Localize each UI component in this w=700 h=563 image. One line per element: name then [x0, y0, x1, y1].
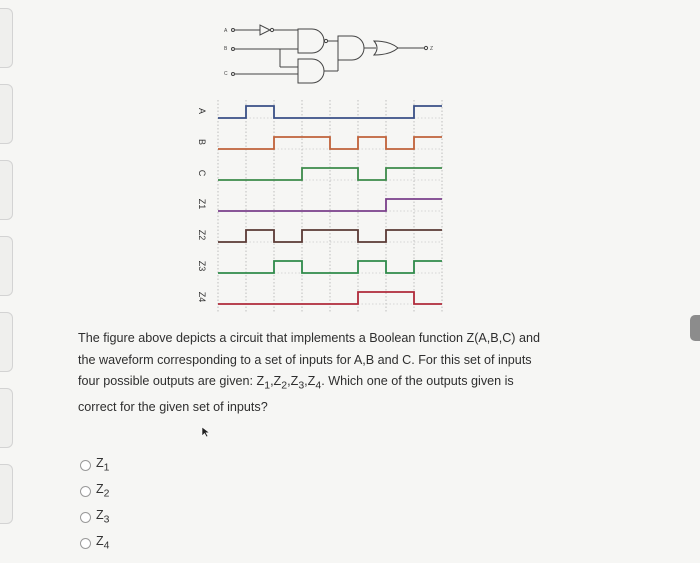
option-z1[interactable]	[80, 452, 109, 478]
z1-subscript: 1	[264, 379, 271, 392]
option-z2[interactable]	[80, 478, 109, 504]
circuit-input-b: B	[224, 46, 228, 52]
signal-label-z1: Z1	[197, 198, 207, 210]
z4-subscript: 4	[315, 379, 322, 392]
option-z3[interactable]	[80, 504, 109, 530]
circuit-input-a: A	[224, 28, 228, 34]
radio-button[interactable]	[80, 512, 91, 523]
z2-subscript: 2	[281, 379, 288, 392]
edge-tab	[0, 160, 13, 220]
radio-button[interactable]	[80, 460, 91, 471]
edge-tab	[0, 84, 13, 144]
option-label: $Z_2$	[96, 482, 110, 500]
sep-1: ,Z	[270, 374, 282, 388]
circuit-figure	[180, 12, 490, 312]
waveform-diagram	[197, 100, 442, 312]
radio-button[interactable]	[80, 486, 91, 497]
question-line-1: The figure above depicts a circuit that implements a Boolean function Z(A,B,C) and	[78, 331, 541, 345]
circuit-input-c: C	[224, 71, 228, 77]
option-label: $Z_1$	[96, 456, 110, 474]
logic-circuit	[224, 25, 433, 83]
edge-tab	[0, 8, 13, 68]
answer-options	[80, 452, 109, 556]
edge-tab	[0, 388, 13, 448]
radio-button[interactable]	[80, 538, 91, 549]
scrollbar-thumb[interactable]	[690, 315, 700, 341]
question-text	[78, 328, 568, 419]
option-label: $Z_3$	[96, 508, 110, 526]
edge-tab	[0, 464, 13, 524]
question-line-4: correct for the given set of inputs?	[78, 400, 268, 415]
mouse-cursor-icon	[200, 426, 212, 438]
signal-label-z2: Z2	[197, 229, 207, 241]
figure-svg	[180, 12, 490, 312]
waveform-b	[218, 137, 442, 149]
edge-tab	[0, 312, 13, 372]
edge-tab	[0, 236, 13, 296]
option-label: $Z_4$	[96, 534, 110, 552]
signal-label-z4: Z4	[197, 291, 207, 303]
signal-label-z3: Z3	[197, 260, 207, 272]
question-line-3	[78, 371, 568, 397]
signal-label-c: C	[197, 169, 207, 177]
waveform-z3	[218, 261, 442, 273]
left-edge-tabs	[0, 0, 20, 563]
question-line-3-start: four possible outputs are given: Z	[78, 374, 265, 388]
sep-3: ,Z	[304, 374, 316, 388]
sep-2: ,Z	[287, 374, 299, 388]
signal-label-a: A	[197, 107, 207, 115]
question-line-2: the waveform corresponding to a set of inputs for A,B and C. For this set of inputs	[78, 352, 532, 367]
option-z4[interactable]	[80, 530, 109, 556]
z3-subscript: 3	[298, 379, 305, 392]
circuit-output-z: Z	[430, 46, 434, 52]
signal-label-b: B	[197, 138, 207, 146]
question-line-3-end: . Which one of the outputs given is	[321, 374, 514, 388]
